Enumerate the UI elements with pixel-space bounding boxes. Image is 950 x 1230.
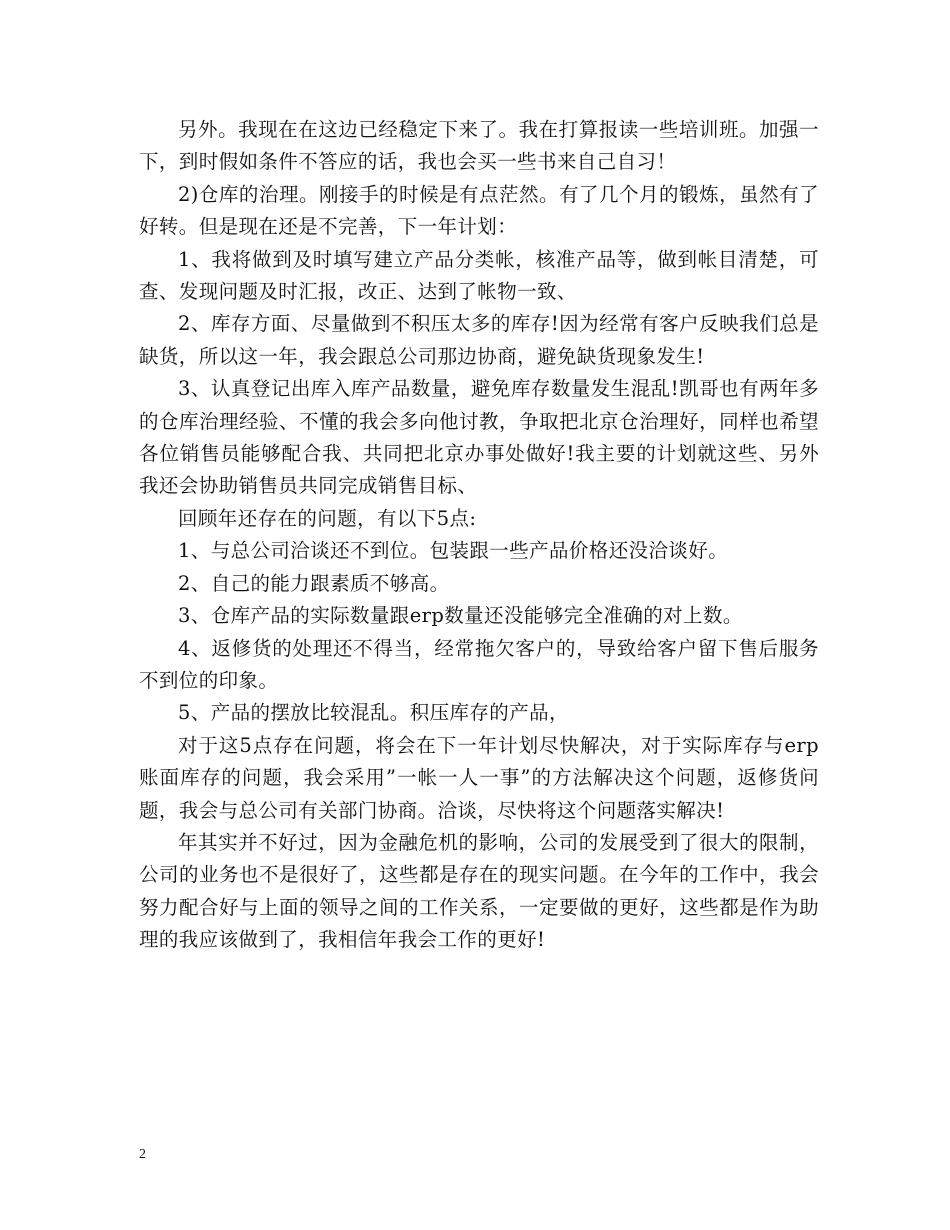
paragraph: 4、返修货的处理还不得当，经常拖欠客户的，导致给客户留下售后服务不到位的印象。 [139, 636, 819, 692]
paragraph: 3、仓库产品的实际数量跟erp数量还没能够完全准确的对上数。 [178, 604, 743, 628]
paragraph: 回顾年还存在的问题，有以下5点: [178, 506, 477, 530]
page-number: 2 [139, 1147, 146, 1162]
paragraph: 2、自己的能力跟素质不够高。 [178, 571, 450, 595]
paragraph: 2)仓库的治理。刚接手的时候是有点茫然。有了几个月的锻炼，虽然有了好转。但是现在还是不完善，下一年计划： [139, 182, 819, 239]
paragraph: 年其实并不好过，因为金融危机的影响，公司的发展受到了很大的限制，公司的业务也不是很好了，这些都是存在的现实问题。在今年的工作中，我会努力配合好与上面的领导之间的工作关系，一定要做的更好，这些都是作为助理的我应该做到了，我相信年我会工作的更好! [139, 830, 819, 952]
paragraph: 2、库存方面、尽量做到不积压太多的库存!因为经常有客户反映我们总是缺货，所以这一年，我会跟总公司那边协商，避免缺货现象发生! [139, 312, 819, 368]
document-body [139, 114, 819, 957]
paragraph: 1、我将做到及时填写建立产品分类帐，核准产品等，做到帐目清楚，可查、发现问题及时汇报，改正、达到了帐物一致、 [139, 247, 819, 304]
paragraph: 3、认真登记出库入库产品数量，避免库存数量发生混乱!凯哥也有两年多的仓库治理经验、不懂的我会多向他讨教，争取把北京仓治理好，同样也希望各位销售员能够配合我、共同把北京办事处做好!我主要的计划就这些、另外我还会协助销售员共同完成销售目标、 [139, 377, 819, 498]
paragraph: 5、产品的摆放比较混乱。积压库存的产品， [178, 701, 569, 725]
paragraph: 另外。我现在在这边已经稳定下来了。我在打算报读一些培训班。加强一下，到时假如条件不答应的话，我也会买一些书来自己自习！ [139, 118, 819, 174]
paragraph: 1、与总公司洽谈还不到位。包装跟一些产品价格还没洽谈好。 [178, 539, 729, 563]
paragraph: 对于这5点存在问题，将会在下一年计划尽快解决，对于实际库存与erp账面库存的问题，我会采用”一帐一人一事”的方法解决这个问题，返修货问题，我会与总公司有关部门协商。洽谈，尽快将这个问题落实解决! [139, 733, 819, 822]
